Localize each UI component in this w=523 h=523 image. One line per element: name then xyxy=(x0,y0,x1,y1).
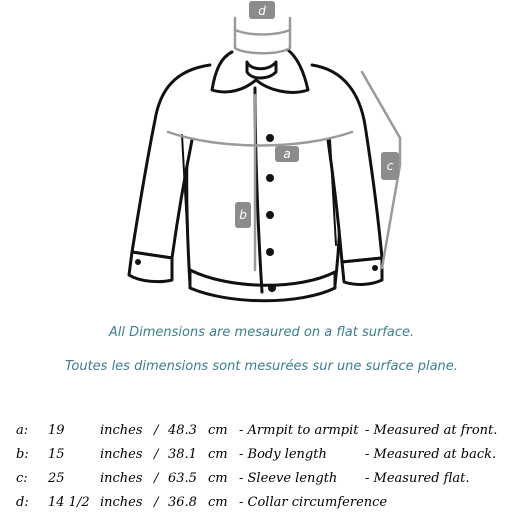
row-note: - Measured at front. xyxy=(365,423,498,438)
row-description: - Armpit to armpit xyxy=(239,423,359,438)
badge-c-label: c xyxy=(386,159,394,173)
badge-b xyxy=(235,202,251,228)
row-inch-unit: inches xyxy=(100,447,143,462)
row-letter: a: xyxy=(16,423,29,438)
row-letter: c: xyxy=(16,471,28,486)
shirt-button xyxy=(268,284,276,292)
shirt-button xyxy=(266,174,274,182)
badge-a-label: a xyxy=(283,147,291,161)
measurement-row-d xyxy=(0,495,523,515)
measurement-row-a xyxy=(0,423,523,443)
row-inches: 19 xyxy=(48,423,65,438)
row-inches: 25 xyxy=(48,471,65,486)
row-cm: 48.3 xyxy=(168,423,197,438)
row-letter: d: xyxy=(16,495,29,510)
row-description: - Collar circumference xyxy=(239,495,388,510)
row-cm: 63.5 xyxy=(168,471,197,486)
caption-french: Toutes les dimensions sont mesurées sur une surface plane. xyxy=(65,359,458,374)
row-description: - Sleeve length xyxy=(239,471,338,486)
row-cm-unit: cm xyxy=(208,447,228,462)
row-inch-unit: inches xyxy=(100,471,143,486)
row-separator: / xyxy=(154,423,159,438)
badge-a xyxy=(275,146,299,162)
shirt-right-cuff xyxy=(342,258,382,284)
shirt-button xyxy=(266,211,274,219)
row-inch-unit: inches xyxy=(100,423,143,438)
row-cm: 38.1 xyxy=(168,447,197,462)
row-cm-unit: cm xyxy=(208,423,228,438)
row-note: - Measured flat. xyxy=(365,471,470,486)
row-cm-unit: cm xyxy=(208,471,228,486)
row-note: - Measured at back. xyxy=(365,447,497,462)
caption-english: All Dimensions are mesaured on a flat surface. xyxy=(108,325,415,340)
measurement-row-b xyxy=(0,447,523,467)
badge-d-label: d xyxy=(258,4,266,18)
row-inches: 15 xyxy=(48,447,65,462)
row-letter: b: xyxy=(16,447,29,462)
row-separator: / xyxy=(154,471,159,486)
measurement-row-c xyxy=(0,471,523,491)
shirt-left-cuff xyxy=(129,252,172,282)
shirt-button xyxy=(266,248,274,256)
row-separator: / xyxy=(154,447,159,462)
row-cm: 36.8 xyxy=(168,495,197,510)
cuff-button xyxy=(135,259,141,265)
badge-c xyxy=(381,152,399,180)
row-inches: 14 1/2 xyxy=(48,495,90,510)
row-description: - Body length xyxy=(239,447,327,462)
cuff-button xyxy=(372,265,378,271)
row-inch-unit: inches xyxy=(100,495,143,510)
row-cm-unit: cm xyxy=(208,495,228,510)
badge-d xyxy=(249,1,275,19)
row-separator: / xyxy=(154,495,159,510)
shirt-body xyxy=(187,78,341,296)
badge-b-label: b xyxy=(239,208,247,222)
shirt-button xyxy=(266,134,274,142)
